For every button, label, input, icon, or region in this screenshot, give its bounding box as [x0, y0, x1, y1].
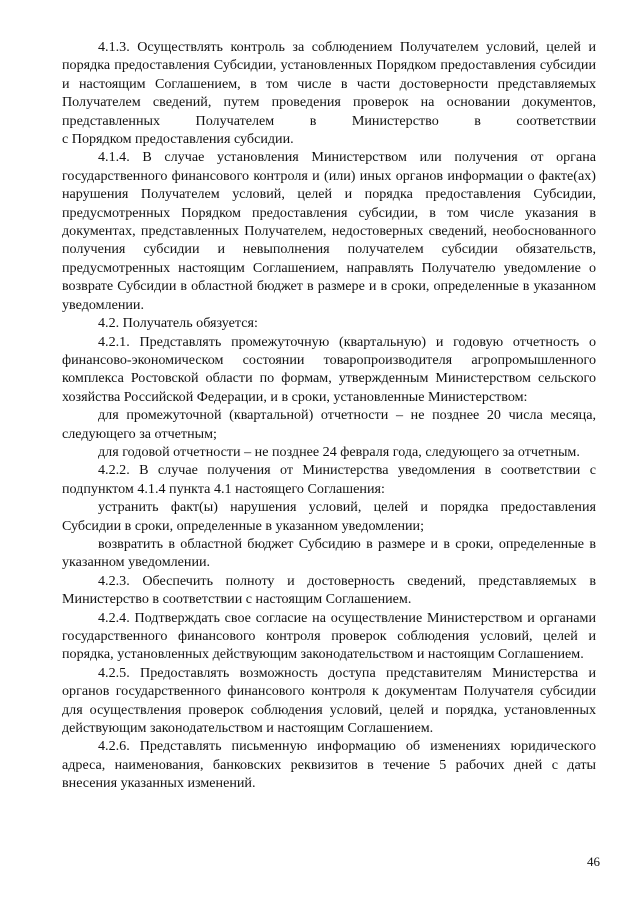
paragraph-4-1-4: 4.1.4. В случае установления Министерством или получения от органа государственного финансового контроля и (или) иных органов информации о факте(ах) нарушения Получателем условий, целей и порядка предоставления Субсидии, предусмотренных Порядком предоставления субсидии, в том числе указания в документах, представленных Получателем, недостоверных сведений, необоснованного получения субсидии и невыполнения получателем субсидии обязательств, предусмотренных настоящим Соглашением, направлять Получателю уведомление о возврате Субсидии в областной бюджет в размере и в сроки, определенные в указанном уведомлении.	[62, 149, 596, 313]
paragraph-annual-reporting: для годовой отчетности – не позднее 24 февраля года, следующего за отчетным.	[98, 443, 580, 460]
paragraph-4-2-1: 4.2.1. Представлять промежуточную (квартальную) и годовую отчетность о финансово-экономическом состоянии товаропроизводителя агропромышленного комплекса Ростовской области по формам, утвержденным Министерством сельского хозяйства Российской Федерации, и в сроки, установленные Министерством:	[62, 333, 596, 405]
paragraph-4-2-2: 4.2.2. В случае получения от Министерства уведомления в соответствии с подпунктом 4.1.4 пункта 4.1 настоящего Соглашения:	[62, 462, 596, 497]
paragraph-quarterly-reporting: для промежуточной (квартальной) отчетности – не позднее 20 числа месяца, следующего за отчетным;	[62, 407, 596, 442]
paragraph-return-subsidy: возвратить в областной бюджет Субсидию в размере и в сроки, определенные в указанном уведомлении.	[62, 535, 596, 571]
document-page	[62, 38, 596, 838]
paragraph-4-2: 4.2. Получатель обязуется:	[98, 315, 258, 332]
paragraph-eliminate-violations: устранить факт(ы) нарушения условий, целей и порядка предоставления Субсидии в сроки, определенные в указанном уведомлении;	[62, 499, 596, 534]
paragraph-4-2-6: 4.2.6. Представлять письменную информацию об изменениях юридического адреса, наименования, банковских реквизитов в течение 5 рабочих дней с даты внесения указанных изменений.	[62, 738, 596, 792]
paragraph-4-1-3: 4.1.3. Осуществлять контроль за соблюдением Получателем условий, целей и порядка предоставления Субсидии, установленных Порядком предоставления субсидии и настоящим Соглашением, в том числе в части достоверности представляемых Получателем сведений, путем проведения проверок на основании документов, представленных Получателем в Министерство в соответствии	[62, 39, 596, 129]
paragraph-4-1-3-continuation: с Порядком предоставления субсидии.	[62, 131, 294, 148]
page-number: 46	[587, 854, 600, 869]
paragraph-4-2-5: 4.2.5. Предоставлять возможность доступа представителям Министерства и органов государственного финансового контроля к документам Получателя субсидии для осуществления проверок соблюдения условий, целей и порядка, установленных действующим законодательством и настоящим Соглашением.	[62, 664, 596, 737]
paragraph-4-2-3: 4.2.3. Обеспечить полноту и достоверность сведений, представляемых в Министерство в соответствии с настоящим Соглашением.	[62, 572, 596, 608]
paragraph-4-2-4: 4.2.4. Подтверждать свое согласие на осуществление Министерством и органами государственного финансового контроля проверок соблюдения условий, целей и порядка, установленных действующим законодательством и настоящим Соглашением.	[62, 609, 596, 663]
